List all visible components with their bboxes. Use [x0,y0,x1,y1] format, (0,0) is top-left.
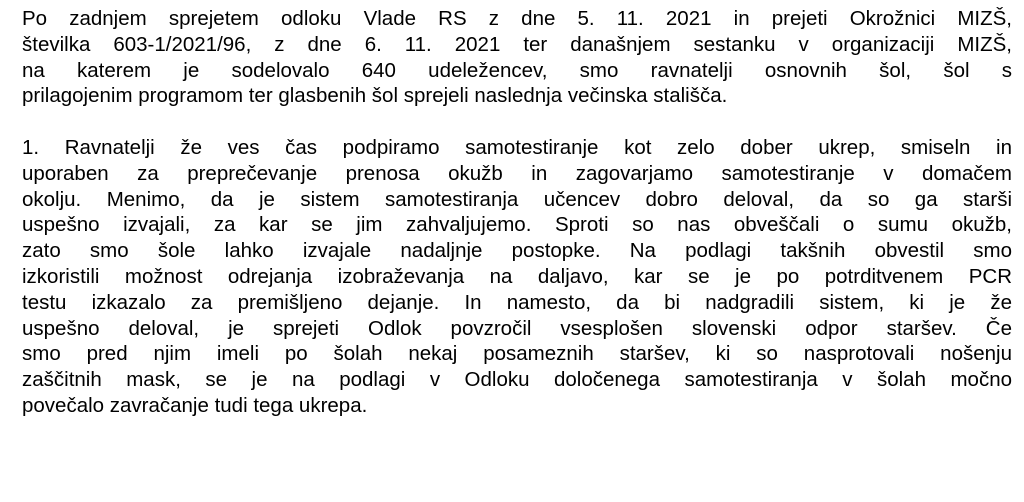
text-line: uporaben za preprečevanje prenosa okužb in zagovarjamo samotestiranje v domačem [22,161,1012,185]
text-line: povečalo zavračanje tudi tega ukrepa. [22,393,368,417]
text-line: okolju. Menimo, da je sistem samotestiranja učencev dobro deloval, da so ga starši [22,187,1012,211]
document-body [22,6,1012,419]
text-line: Po zadnjem sprejetem odloku Vlade RS z dne 5. 11. 2021 in prejeti Okrožnici MIZŠ, [22,7,1012,30]
text-line: 1. Ravnatelji že ves čas podpiramo samotestiranje kot zelo dober ukrep, smiseln in [22,135,1012,159]
text-line: testu izkazalo za premišljeno dejanje. In namesto, da bi nadgradili sistem, ki je že [22,290,1012,314]
text-line: uspešno izvajali, za kar se jim zahvaljujemo. Sproti so nas obveščali o sumu okužb, [22,213,1012,237]
intro-paragraph [22,6,1012,109]
point-1-paragraph [22,135,1012,419]
text-line: izkoristili možnost odrejanja izobraževanja na daljavo, kar se je po potrditvenem PCR [22,264,1012,288]
text-line: številka 603-1/2021/96, z dne 6. 11. 2021 ter današnjem sestanku v organizaciji MIZŠ, [22,32,1012,56]
text-line: prilagojenim programom ter glasbenih šol sprejeli naslednja večinska stališča. [22,84,728,108]
text-line: zaščitnih mask, se je na podlagi v Odloku določenega samotestiranja v šolah močno [22,368,1012,392]
paragraph-spacer [22,109,1012,135]
text-line: zato smo šole lahko izvajale nadaljnje postopke. Na podlagi takšnih obvestil smo [22,239,1012,263]
text-line: uspešno deloval, je sprejeti Odlok povzročil vsesplošen slovenski odpor staršev. Če [22,316,1012,340]
text-line: smo pred njim imeli po šolah nekaj posameznih staršev, ki so nasprotovali nošenju [22,342,1012,366]
text-line: na katerem je sodelovalo 640 udeležencev, smo ravnatelji osnovnih šol, šol s [22,58,1012,82]
